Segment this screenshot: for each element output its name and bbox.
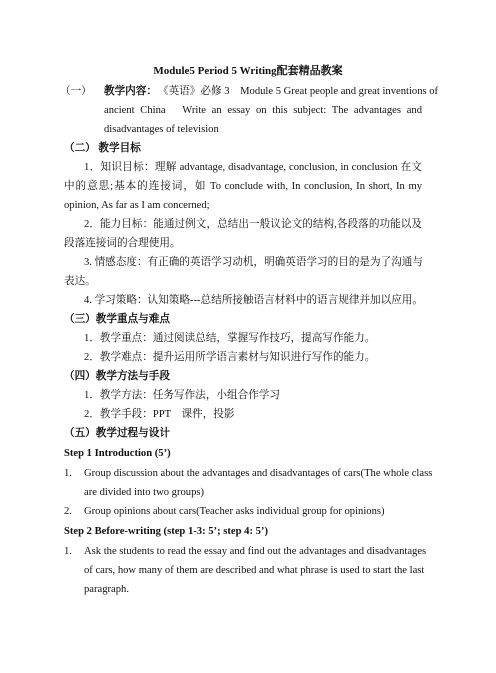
objective-2-line-2: 段落连接词的合理使用。 — [64, 238, 181, 249]
method-1: 1．教学方法：任务写作法，小组合作学习 — [84, 390, 280, 401]
section-1-text-line-2: ancient China Write an essay on this subject: The advantages and — [104, 105, 422, 116]
method-2: 2．教学手段：PPT 课件，投影 — [84, 409, 235, 420]
step-2-item-1-line-3: paragraph. — [84, 584, 129, 595]
key-point-1: 1．教学重点：通过阅读总结，掌握写作技巧，提高写作能力。 — [84, 333, 376, 344]
objective-4-line-1: 4. 学习策略：认知策略---总结所接触语言材料中的语言规律并加以应用。 — [84, 295, 423, 306]
objective-3-line-2: 表达。 — [64, 276, 96, 287]
objective-2-line-1: 2．能力目标：能通过例文，总结出一般议论文的结构,各段落的功能以及 — [84, 219, 422, 230]
step-1-item-1-line-2: are divided into two groups) — [84, 487, 205, 498]
objective-1-line-3: opinion, As far as I am concerned; — [64, 200, 210, 211]
step-1-item-2-line-1: Group opinions about cars(Teacher asks individual group for opinions) — [84, 506, 385, 517]
step-2-item-1-line-2: of cars, how many of them are described and what phrase is used to start the last — [84, 565, 425, 576]
step-2-item-1-line-1: Ask the students to read the essay and find out the advantages and disadvantages — [84, 546, 427, 557]
objective-1-line-2: 中的意思;基本的连接词，如 To conclude with, In conclusion, In short, In my — [64, 181, 422, 192]
section-1-label: 教学内容： — [104, 86, 157, 97]
step-2-item-1-number: 1. — [64, 546, 72, 557]
step-1-heading: Step 1 Introduction (5’) — [64, 448, 171, 459]
objective-3-line-1: 3. 情感态度：有正确的英语学习动机，明确英语学习的目的是为了沟通与 — [84, 257, 423, 268]
section-5-heading: （五）教学过程与设计 — [64, 428, 170, 439]
section-2-heading: （二） 教学目标 — [64, 143, 141, 154]
objective-1-line-1: 1．知识目标：理解 advantage, disadvantage, conclusion, in conclusion 在文 — [84, 162, 422, 173]
key-point-2: 2．教学难点：提升运用所学语言素材与知识进行写作的能力。 — [84, 352, 376, 363]
section-1-text-line-1: 《英语》必修 3 Module 5 Great people and great inventions of — [158, 86, 439, 97]
section-4-heading: （四）教学方法与手段 — [64, 371, 170, 382]
section-3-heading: （三）教学重点与难点 — [64, 314, 170, 325]
step-2-heading: Step 2 Before-writing (step 1-3: 5’; step 4: 5’) — [64, 526, 268, 537]
section-1-text-line-3: disadvantages of television — [104, 124, 219, 135]
step-1-item-2-number: 2. — [64, 506, 72, 517]
page-title: Module5 Period 5 Writing配套精品教案 — [153, 65, 343, 77]
step-1-item-1-number: 1. — [64, 468, 72, 479]
step-1-item-1-line-1: Group discussion about the advantages and disadvantages of cars(The whole class — [84, 468, 433, 479]
section-1-number: （一） — [60, 86, 92, 97]
